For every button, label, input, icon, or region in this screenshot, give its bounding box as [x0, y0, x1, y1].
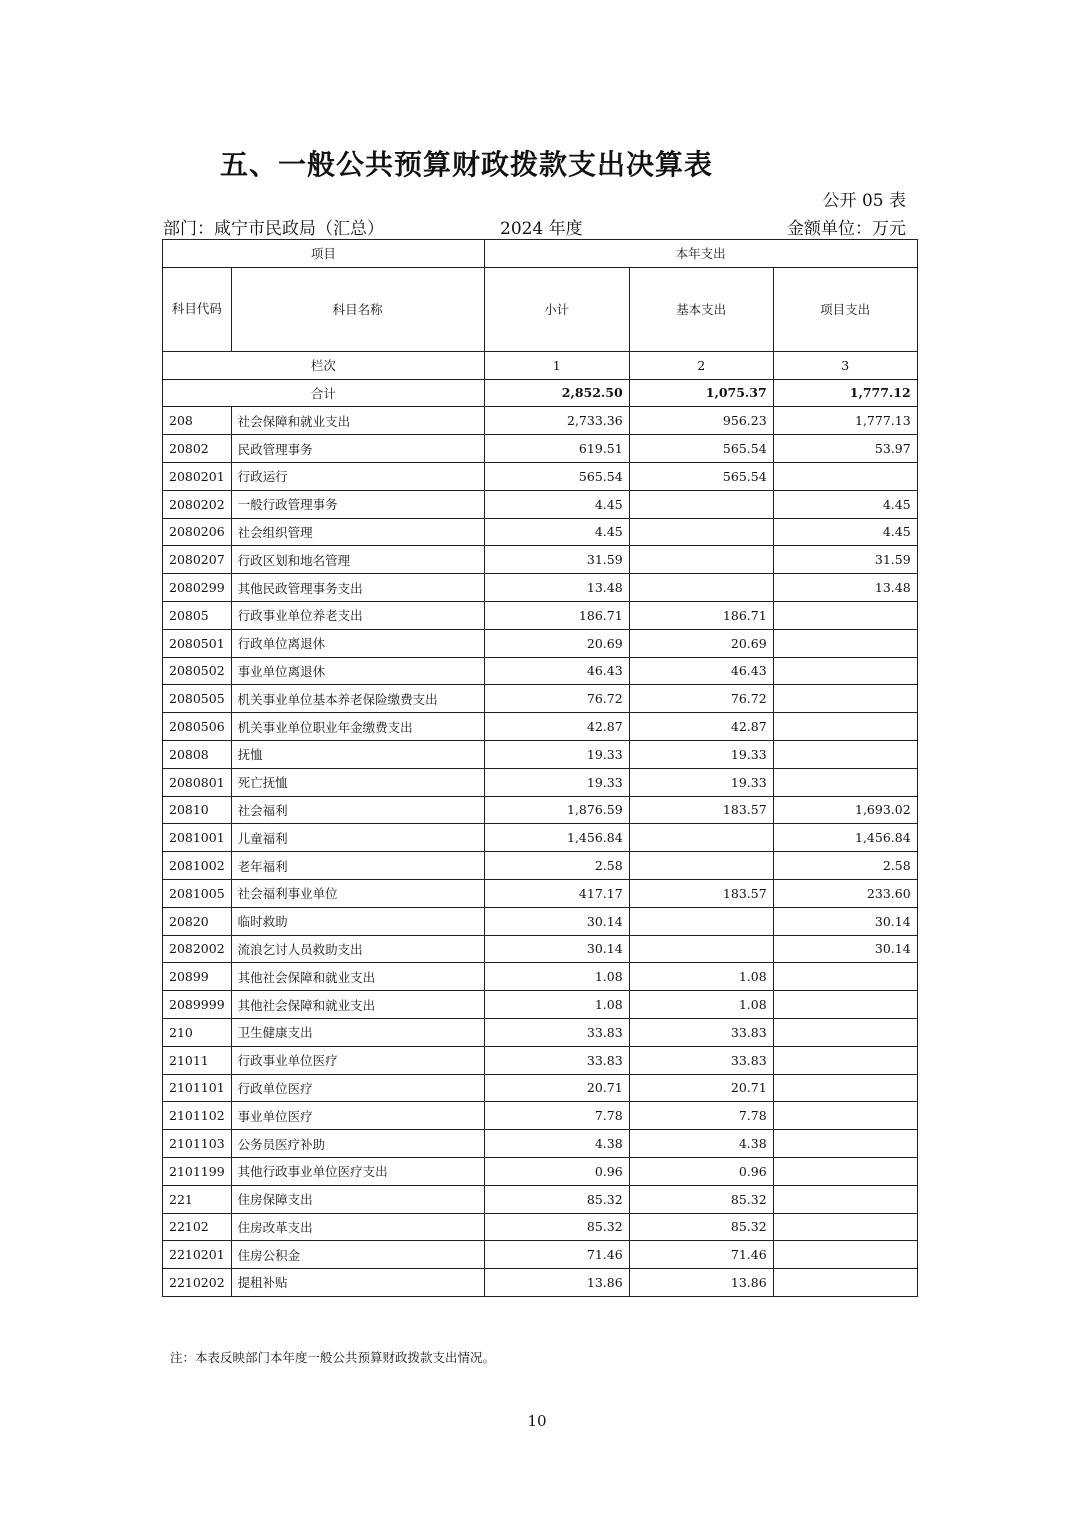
header-column-index: 栏次: [163, 351, 485, 379]
cell-code: 2080501: [163, 629, 232, 657]
cell-project: 1,777.13: [773, 407, 917, 435]
cell-project: 31.59: [773, 546, 917, 574]
cell-project: [773, 629, 917, 657]
cell-project: 30.14: [773, 935, 917, 963]
cell-basic: 13.86: [629, 1269, 773, 1297]
header-row-index: [163, 351, 918, 379]
cell-subtotal: 1.08: [484, 963, 629, 991]
cell-project: 4.45: [773, 490, 917, 518]
cell-subtotal: 20.71: [484, 1074, 629, 1102]
table-row: [163, 490, 918, 518]
table-row: [163, 824, 918, 852]
cell-basic: 1.08: [629, 991, 773, 1019]
cell-code: 22102: [163, 1213, 232, 1241]
cell-subtotal: 417.17: [484, 879, 629, 907]
table-note: 注：本表反映部门本年度一般公共预算财政拨款支出情况。: [170, 1350, 496, 1365]
table-row: [163, 657, 918, 685]
cell-name: 社会福利事业单位: [231, 879, 484, 907]
cell-name: 住房公积金: [231, 1241, 484, 1269]
cell-subtotal: 13.86: [484, 1269, 629, 1297]
header-col2: 2: [629, 351, 773, 379]
cell-code: 2080299: [163, 574, 232, 602]
cell-project: [773, 740, 917, 768]
cell-name: 临时救助: [231, 907, 484, 935]
cell-subtotal: 1.08: [484, 991, 629, 1019]
cell-basic: [629, 518, 773, 546]
header-col3: 3: [773, 351, 917, 379]
table-row: [163, 879, 918, 907]
cell-code: 2080201: [163, 462, 232, 490]
cell-name: 机关事业单位基本养老保险缴费支出: [231, 685, 484, 713]
cell-name: 流浪乞讨人员救助支出: [231, 935, 484, 963]
page-title: 五、一般公共预算财政拨款支出决算表: [219, 148, 713, 181]
table-row: [163, 963, 918, 991]
cell-code: 2080506: [163, 713, 232, 741]
table-row: [163, 1046, 918, 1074]
cell-basic: 186.71: [629, 601, 773, 629]
cell-project: 30.14: [773, 907, 917, 935]
cell-subtotal: 619.51: [484, 435, 629, 463]
cell-subtotal: 2.58: [484, 852, 629, 880]
cell-name: 住房保障支出: [231, 1185, 484, 1213]
cell-project: 53.97: [773, 435, 917, 463]
cell-code: 2101101: [163, 1074, 232, 1102]
total-basic: 1,075.37: [629, 379, 773, 407]
cell-basic: 7.78: [629, 1102, 773, 1130]
document-number: 公开 05 表: [822, 191, 906, 211]
cell-code: 210: [163, 1018, 232, 1046]
cell-project: [773, 1241, 917, 1269]
cell-name: 机关事业单位职业年金缴费支出: [231, 713, 484, 741]
cell-project: [773, 1185, 917, 1213]
cell-subtotal: 76.72: [484, 685, 629, 713]
table-row: [163, 1241, 918, 1269]
cell-subtotal: 71.46: [484, 1241, 629, 1269]
cell-basic: 183.57: [629, 796, 773, 824]
header-project-expense: 项目支出: [773, 267, 917, 351]
cell-basic: 183.57: [629, 879, 773, 907]
cell-project: [773, 462, 917, 490]
cell-code: 2101102: [163, 1102, 232, 1130]
table-row: [163, 518, 918, 546]
cell-code: 2081005: [163, 879, 232, 907]
cell-code: 20805: [163, 601, 232, 629]
cell-subtotal: 0.96: [484, 1157, 629, 1185]
table-row: [163, 407, 918, 435]
cell-basic: [629, 490, 773, 518]
cell-basic: 33.83: [629, 1018, 773, 1046]
cell-basic: 0.96: [629, 1157, 773, 1185]
table-row: [163, 1185, 918, 1213]
cell-project: [773, 1213, 917, 1241]
cell-name: 社会组织管理: [231, 518, 484, 546]
table-row: [163, 907, 918, 935]
cell-subtotal: 30.14: [484, 907, 629, 935]
table-row: [163, 546, 918, 574]
table-row: [163, 1157, 918, 1185]
cell-name: 一般行政管理事务: [231, 490, 484, 518]
department-label: 部门：咸宁市民政局（汇总）: [163, 219, 384, 239]
cell-code: 21011: [163, 1046, 232, 1074]
cell-name: 行政单位离退休: [231, 629, 484, 657]
header-subtotal: 小计: [484, 267, 629, 351]
cell-basic: 956.23: [629, 407, 773, 435]
header-project: 项目: [163, 240, 485, 268]
cell-name: 行政区划和地名管理: [231, 546, 484, 574]
table-row: [163, 768, 918, 796]
page-number: 10: [527, 1412, 547, 1430]
cell-code: 2080502: [163, 657, 232, 685]
cell-name: 事业单位医疗: [231, 1102, 484, 1130]
table-row: [163, 574, 918, 602]
cell-code: 20899: [163, 963, 232, 991]
cell-basic: 4.38: [629, 1130, 773, 1158]
cell-name: 社会福利: [231, 796, 484, 824]
cell-project: [773, 991, 917, 1019]
cell-basic: 19.33: [629, 768, 773, 796]
cell-basic: [629, 824, 773, 852]
cell-basic: 71.46: [629, 1241, 773, 1269]
cell-project: 13.48: [773, 574, 917, 602]
table-row: [163, 1102, 918, 1130]
cell-subtotal: 186.71: [484, 601, 629, 629]
cell-basic: 565.54: [629, 462, 773, 490]
cell-code: 20810: [163, 796, 232, 824]
cell-project: 4.45: [773, 518, 917, 546]
cell-basic: [629, 574, 773, 602]
cell-basic: 85.32: [629, 1185, 773, 1213]
cell-code: 2089999: [163, 991, 232, 1019]
cell-project: [773, 963, 917, 991]
table-row: [163, 685, 918, 713]
cell-name: 其他民政管理事务支出: [231, 574, 484, 602]
table-body: [163, 407, 918, 1297]
expense-table: [162, 239, 918, 1297]
meta-line: [163, 214, 906, 239]
header-col1: 1: [484, 351, 629, 379]
cell-basic: [629, 546, 773, 574]
cell-name: 住房改革支出: [231, 1213, 484, 1241]
cell-code: 2080801: [163, 768, 232, 796]
cell-project: [773, 1074, 917, 1102]
total-subtotal: 2,852.50: [484, 379, 629, 407]
cell-subtotal: 20.69: [484, 629, 629, 657]
cell-name: 抚恤: [231, 740, 484, 768]
table-row: [163, 796, 918, 824]
cell-project: 1,456.84: [773, 824, 917, 852]
cell-name: 事业单位离退休: [231, 657, 484, 685]
cell-basic: 85.32: [629, 1213, 773, 1241]
table-row: [163, 991, 918, 1019]
cell-project: [773, 1157, 917, 1185]
cell-project: [773, 1269, 917, 1297]
cell-basic: [629, 935, 773, 963]
total-label: 合计: [163, 379, 485, 407]
cell-name: 提租补贴: [231, 1269, 484, 1297]
cell-name: 公务员医疗补助: [231, 1130, 484, 1158]
cell-basic: 565.54: [629, 435, 773, 463]
cell-subtotal: 31.59: [484, 546, 629, 574]
cell-code: 2082002: [163, 935, 232, 963]
cell-code: 2080505: [163, 685, 232, 713]
cell-basic: 33.83: [629, 1046, 773, 1074]
cell-project: 2.58: [773, 852, 917, 880]
cell-project: [773, 1018, 917, 1046]
cell-code: 208: [163, 407, 232, 435]
cell-name: 老年福利: [231, 852, 484, 880]
cell-basic: 46.43: [629, 657, 773, 685]
cell-code: 2081001: [163, 824, 232, 852]
cell-subtotal: 7.78: [484, 1102, 629, 1130]
cell-code: 2080207: [163, 546, 232, 574]
cell-basic: 42.87: [629, 713, 773, 741]
cell-basic: 19.33: [629, 740, 773, 768]
cell-code: 221: [163, 1185, 232, 1213]
total-row: [163, 379, 918, 407]
cell-subtotal: 19.33: [484, 768, 629, 796]
cell-name: 死亡抚恤: [231, 768, 484, 796]
cell-subtotal: 33.83: [484, 1046, 629, 1074]
cell-code: 20802: [163, 435, 232, 463]
cell-subtotal: 33.83: [484, 1018, 629, 1046]
cell-subtotal: 4.45: [484, 490, 629, 518]
cell-basic: [629, 852, 773, 880]
table-row: [163, 852, 918, 880]
cell-name: 行政单位医疗: [231, 1074, 484, 1102]
header-code: 科目代码: [163, 267, 232, 351]
cell-project: [773, 1130, 917, 1158]
cell-project: [773, 713, 917, 741]
cell-name: 卫生健康支出: [231, 1018, 484, 1046]
amount-unit: 金额单位：万元: [787, 219, 906, 239]
cell-basic: 1.08: [629, 963, 773, 991]
cell-basic: 20.69: [629, 629, 773, 657]
fiscal-year: 2024 年度: [500, 219, 583, 239]
cell-project: [773, 657, 917, 685]
header-row-1: [163, 240, 918, 268]
cell-basic: 20.71: [629, 1074, 773, 1102]
cell-project: [773, 685, 917, 713]
cell-code: 2210202: [163, 1269, 232, 1297]
cell-subtotal: 4.45: [484, 518, 629, 546]
table-row: [163, 435, 918, 463]
cell-name: 其他社会保障和就业支出: [231, 991, 484, 1019]
cell-subtotal: 2,733.36: [484, 407, 629, 435]
table-row: [163, 1018, 918, 1046]
cell-name: 其他社会保障和就业支出: [231, 963, 484, 991]
cell-code: 2101103: [163, 1130, 232, 1158]
cell-name: 行政运行: [231, 462, 484, 490]
table-row: [163, 629, 918, 657]
cell-code: 20820: [163, 907, 232, 935]
table-row: [163, 462, 918, 490]
cell-basic: 76.72: [629, 685, 773, 713]
cell-code: 2080206: [163, 518, 232, 546]
total-project: 1,777.12: [773, 379, 917, 407]
cell-subtotal: 1,876.59: [484, 796, 629, 824]
cell-project: [773, 1046, 917, 1074]
header-name: 科目名称: [231, 267, 484, 351]
cell-subtotal: 85.32: [484, 1213, 629, 1241]
cell-subtotal: 19.33: [484, 740, 629, 768]
table-row: [163, 1130, 918, 1158]
cell-subtotal: 4.38: [484, 1130, 629, 1158]
cell-code: 2210201: [163, 1241, 232, 1269]
header-current-year-expense: 本年支出: [484, 240, 917, 268]
cell-name: 社会保障和就业支出: [231, 407, 484, 435]
cell-subtotal: 1,456.84: [484, 824, 629, 852]
cell-name: 民政管理事务: [231, 435, 484, 463]
table-row: [163, 1213, 918, 1241]
cell-subtotal: 85.32: [484, 1185, 629, 1213]
cell-subtotal: 42.87: [484, 713, 629, 741]
cell-code: 2101199: [163, 1157, 232, 1185]
table-row: [163, 1269, 918, 1297]
cell-project: 1,693.02: [773, 796, 917, 824]
cell-name: 行政事业单位养老支出: [231, 601, 484, 629]
cell-name: 其他行政事业单位医疗支出: [231, 1157, 484, 1185]
table-row: [163, 713, 918, 741]
cell-subtotal: 565.54: [484, 462, 629, 490]
cell-project: [773, 601, 917, 629]
cell-code: 2081002: [163, 852, 232, 880]
cell-project: 233.60: [773, 879, 917, 907]
cell-project: [773, 768, 917, 796]
header-basic: 基本支出: [629, 267, 773, 351]
cell-basic: [629, 907, 773, 935]
cell-code: 2080202: [163, 490, 232, 518]
table-row: [163, 740, 918, 768]
cell-name: 儿童福利: [231, 824, 484, 852]
cell-project: [773, 1102, 917, 1130]
cell-name: 行政事业单位医疗: [231, 1046, 484, 1074]
table-row: [163, 935, 918, 963]
cell-subtotal: 30.14: [484, 935, 629, 963]
cell-code: 20808: [163, 740, 232, 768]
cell-subtotal: 46.43: [484, 657, 629, 685]
cell-subtotal: 13.48: [484, 574, 629, 602]
table-row: [163, 1074, 918, 1102]
header-row-2: [163, 267, 918, 351]
table-row: [163, 601, 918, 629]
